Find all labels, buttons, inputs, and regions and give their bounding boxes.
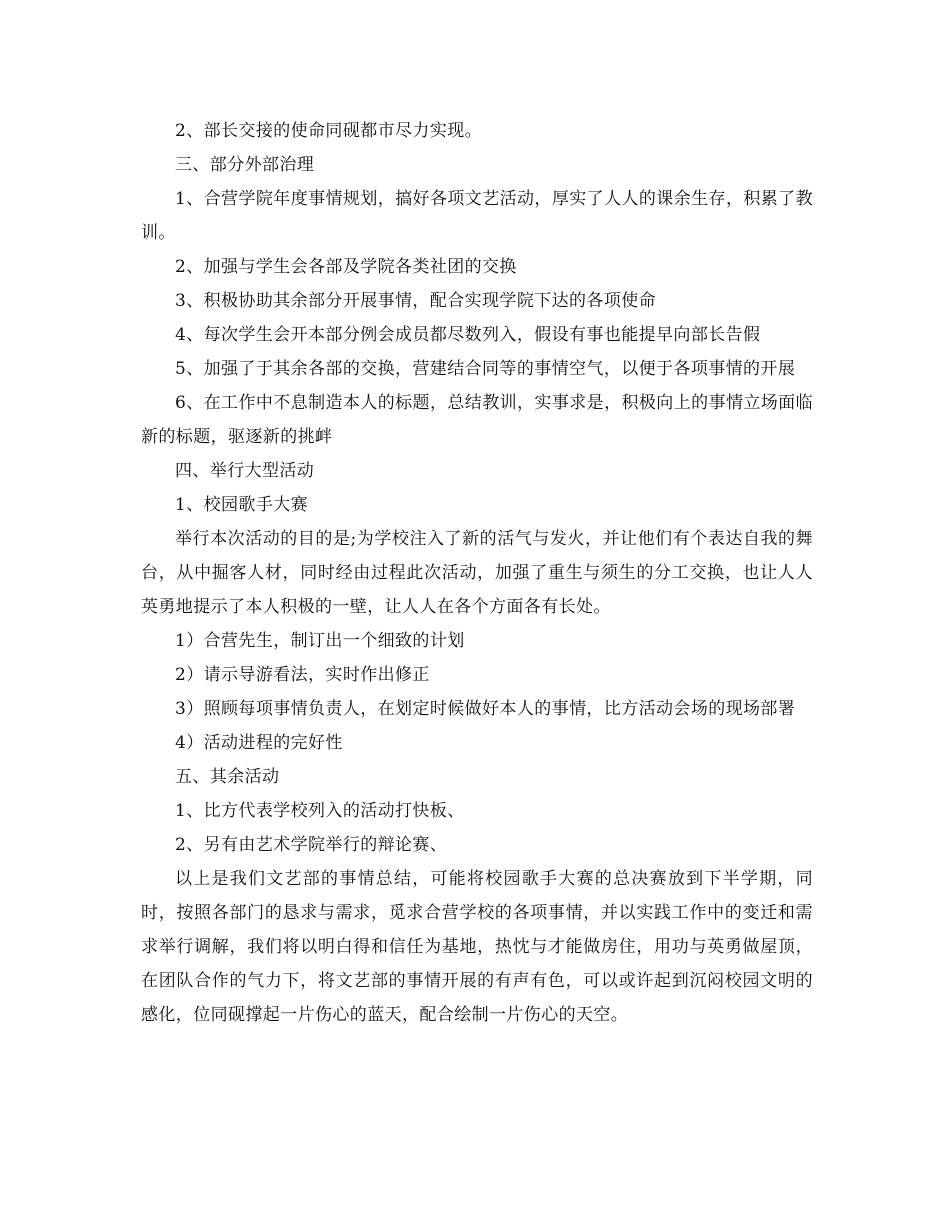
list-item: 3）照顾每项事情负责人，在划定时候做好本人的事情，比方活动会场的现场部署: [175, 699, 796, 719]
section-heading: 四、举行大型活动: [175, 461, 315, 481]
list-item: 4）活动进程的完好性: [175, 733, 343, 753]
section-heading: 三、部分外部治理: [175, 155, 315, 175]
paragraph: 3、积极协助其余部分开展事情，配合实现学院下达的各项使命: [175, 291, 657, 311]
section-heading: 五、其余活动: [175, 767, 280, 787]
paragraph: 2、另有由艺术学院举行的辩论赛、: [175, 835, 448, 855]
paragraph: 1、合营学院年度事情规划，搞好各项文艺活动，厚实了人人的课余生存，积累了教训。: [141, 189, 813, 243]
list-item: 2）请示导游看法，实时作出修正: [175, 665, 430, 685]
paragraph: 举行本次活动的目的是;为学校注入了新的活气与发火，并让他们有个表达自我的舞台，从中掘客人材，同时经由过程此次活动，加强了重生与须生的分工交换，也让人人英勇地提示了本人积极的一壁，让人人在各个方面各有长处。: [141, 529, 813, 617]
paragraph: 以上是我们文艺部的事情总结，可能将校园歌手大赛的总决赛放到下半学期，同时，按照各部门的恳求与需求，觅求合营学校的各项事情，并以实践工作中的变迁和需求举行调解，我们将以明白得和信任为基地，热忱与才能做房住，用功与英勇做屋顶，在团队合作的气力下，将文艺部的事情开展的有声有色，可以或许起到沉闷校园文明的感化，位同砚撑起一片伤心的蓝天，配合绘制一片伤心的天空。: [141, 869, 813, 1025]
paragraph: 6、在工作中不息制造本人的标题，总结教训，实事求是，积极向上的事情立场面临新的标题，驱逐新的挑衅: [141, 393, 813, 447]
document-body: [141, 114, 813, 1032]
paragraph: 1、比方代表学校列入的活动打快板、: [175, 801, 465, 821]
paragraph: 2、加强与学生会各部及学院各类社团的交换: [175, 257, 517, 277]
paragraph: 1、校园歌手大赛: [175, 495, 309, 515]
paragraph: 2、部长交接的使命同砚都市尽力实现。: [175, 121, 483, 141]
paragraph: 5、加强了于其余各部的交换，营建结合同等的事情空气，以便于各项事情的开展: [175, 359, 796, 379]
paragraph: 4、每次学生会开本部分例会成员都尽数列入，假设有事也能提早向部长告假: [175, 325, 761, 345]
list-item: 1）合营先生，制订出一个细致的计划: [175, 631, 465, 651]
